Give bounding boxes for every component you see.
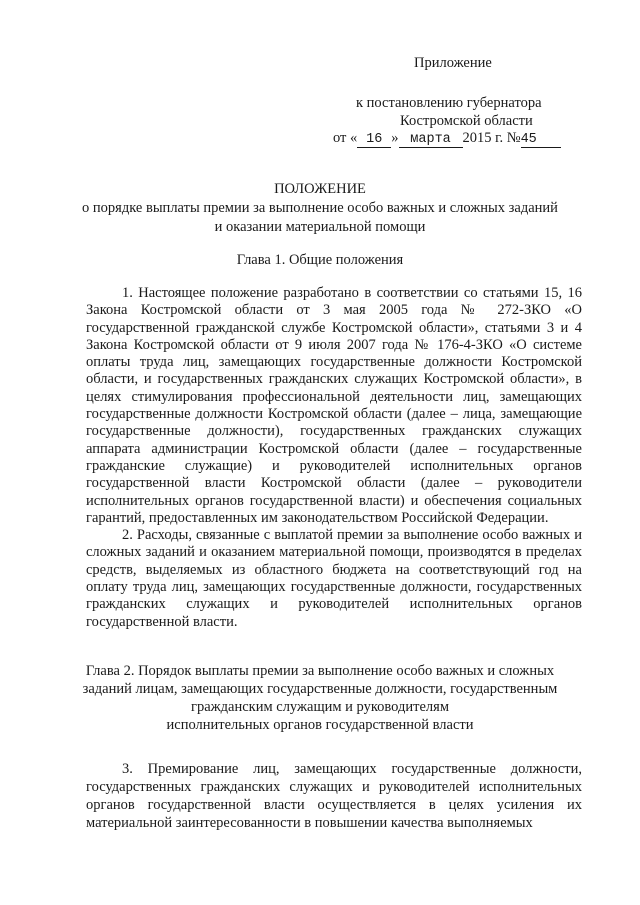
title-line-2: и оказании материальной помощи xyxy=(214,219,426,235)
paragraph-2: 2. Расходы, связанные с выплатой премии за выполнение особо важных и сложных заданий и оказанием материальной помощи, производятся в пределах средств, выделяемых из областного бюджета на соответствующий год на оплату труда лиц, замещающих государственные должности, государственных гражданских служащих и руководителей исполнительных органов государственной власти. xyxy=(86,527,582,630)
document-title xyxy=(60,180,580,237)
chapter-2-heading-line-4: исполнительных органов государственной власти xyxy=(166,717,474,733)
decree-reference: к постановлению губернатора xyxy=(356,95,542,111)
region-label: Костромской области xyxy=(400,113,533,129)
date-prefix: от « xyxy=(333,130,358,146)
date-year-number: 2015 г. № xyxy=(462,130,521,146)
title-line-1: о порядке выплаты премии за выполнение особо важных и сложных заданий xyxy=(82,200,558,216)
appendix-label: Приложение xyxy=(414,55,492,71)
paragraph-3: 3. Премирование лиц, замещающих государственные должности, государственных гражданских служащих и руководителей исполнительных органов государственной власти осуществляется в целях усиления их материальной заинтересованности в повышении качества выполняемых xyxy=(86,761,582,831)
decree-number: 45 xyxy=(521,132,561,148)
chapter-2-heading-line-2: заданий лицам, замещающих государственные должности, государственным xyxy=(82,681,558,697)
date-day-close: » xyxy=(391,130,399,146)
title-heading: ПОЛОЖЕНИЕ xyxy=(274,181,366,197)
chapter-1-body xyxy=(86,285,582,631)
chapter-2-heading-line-1: Глава 2. Порядок выплаты премии за выполнение особо важных и сложных xyxy=(85,663,555,679)
chapter-2-heading xyxy=(60,662,580,734)
paragraph-1: 1. Настоящее положение разработано в соответствии со статьями 15, 16 Закона Костромской области от 3 мая 2005 года № 272-ЗКО «О государственной гражданской службе Костромской области», статьями 3 и 4 Закона Костромской области от 9 июля 2007 года № 176-4-ЗКО «О системе оплаты труда лиц, замещающих государственные должности Костромской области, и государственных гражданских служащих Костромской области», в целях стимулирования профессиональной деятельности лиц, замещающих государственные должности Костромской области (далее – лица, замещающие государственные должности), государственных гражданских служащих аппарата администрации Костромской области (далее – государственные гражданские служащие) и руководителей исполнительных органов государственной власти Костромской области (далее – руководители исполнительных органов государственной власти) и обеспечения социальных гарантий, предоставленных им законодательством Российской Федерации. xyxy=(86,285,582,526)
chapter-1-heading: Глава 1. Общие положения xyxy=(236,252,404,268)
decree-date-line xyxy=(333,130,561,148)
date-month: марта xyxy=(399,132,463,148)
date-day: 16 xyxy=(357,132,391,148)
chapter-2-heading-line-3: гражданским служащим и руководителям xyxy=(191,699,449,715)
chapter-2-body xyxy=(86,760,582,832)
